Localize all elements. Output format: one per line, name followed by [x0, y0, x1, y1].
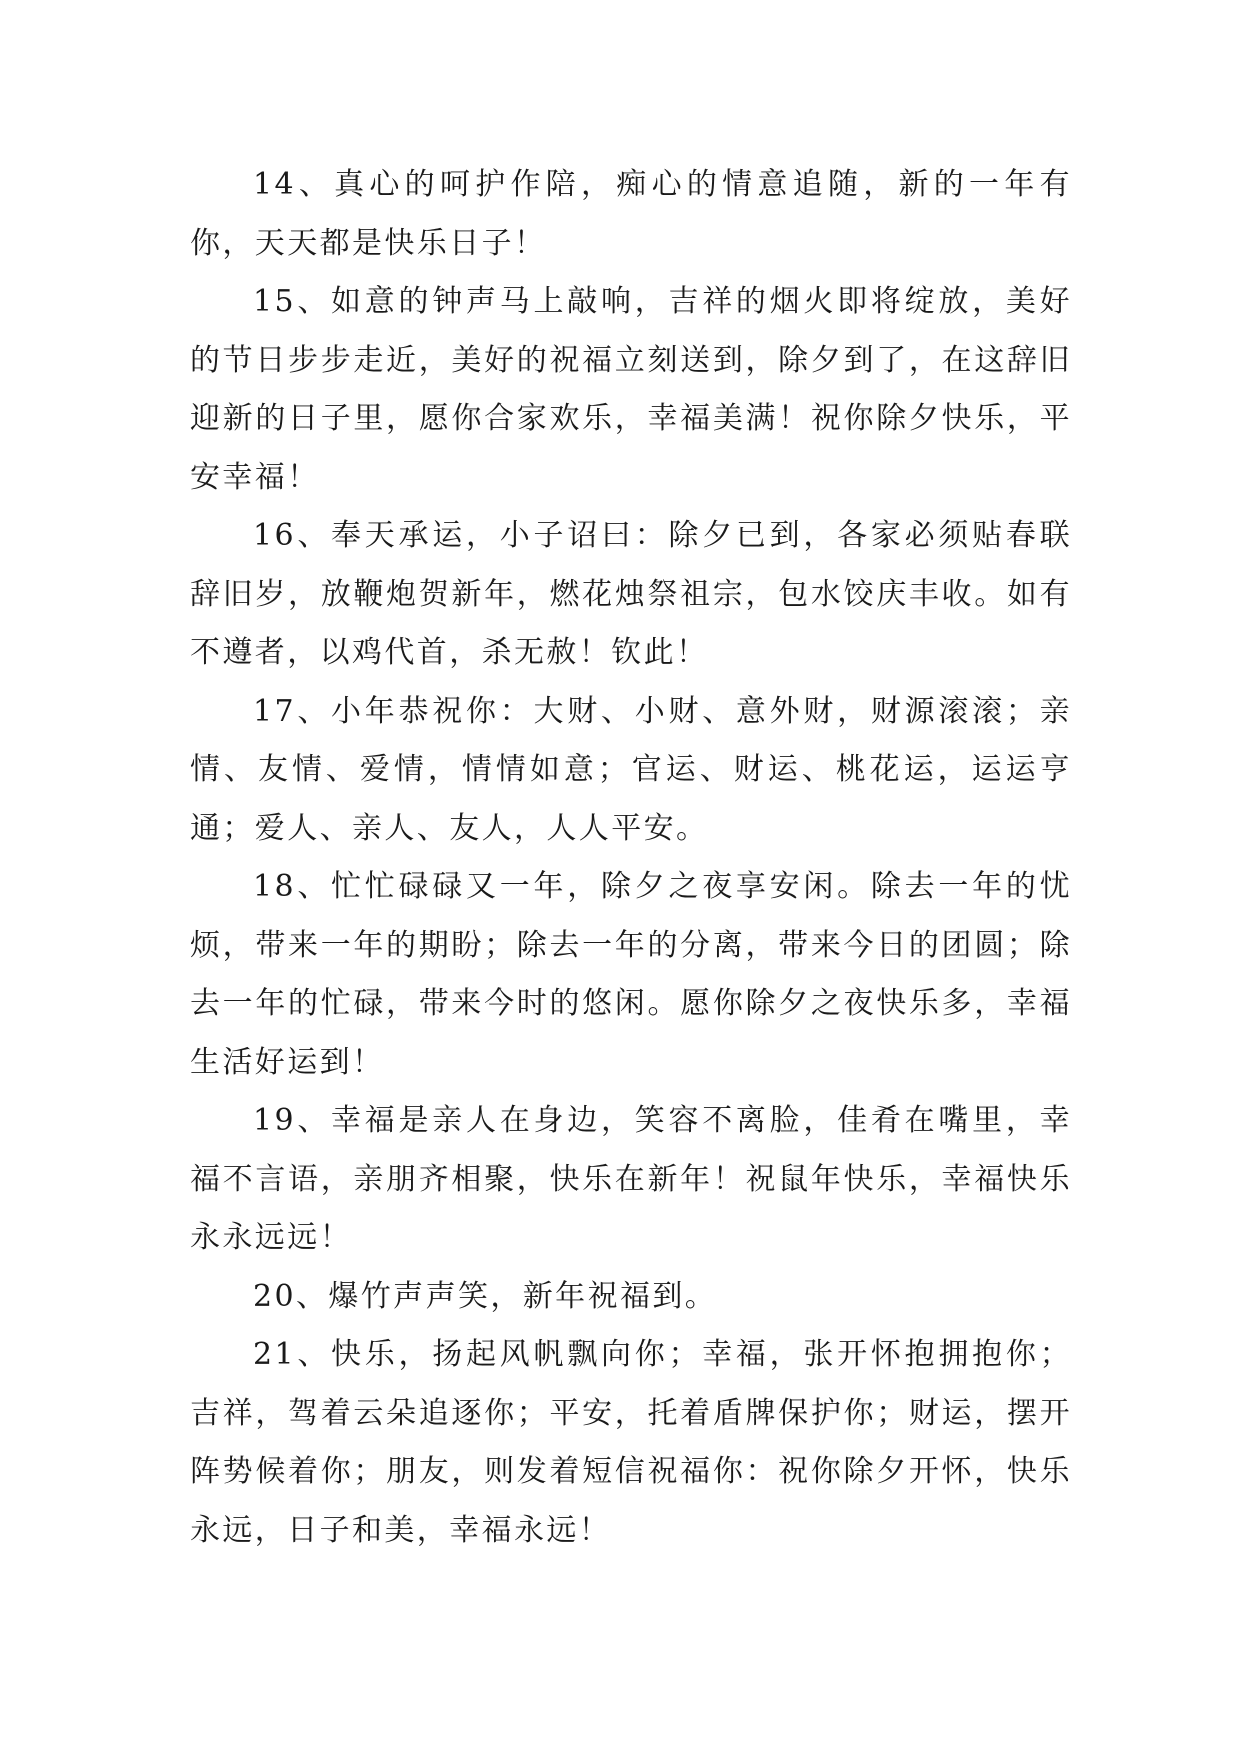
paragraph-20: 20、爆竹声声笑，新年祝福到。: [253, 1278, 718, 1314]
paragraph-16: 16、奉天承运，小子诏曰：除夕已到，各家必须贴春联辞旧岁，放鞭炮贺新年，燃花烛祭祖宗，包水饺庆丰收。如有不遵者，以鸡代首，杀无赦！钦此！: [190, 518, 1072, 670]
paragraph-21: 21、快乐，扬起风帆飘向你；幸福，张开怀抱拥抱你；吉祥，驾着云朵追逐你；平安，托着盾牌保护你；财运，摆开阵势候着你；朋友，则发着短信祝福你：祝你除夕开怀，快乐永远，日子和美，幸福永远！: [190, 1337, 1072, 1548]
document-body: [190, 156, 1072, 1560]
paragraph-14: 14、真心的呵护作陪，痴心的情意追随，新的一年有你，天天都是快乐日子！: [190, 167, 1072, 261]
paragraph-18: 18、忙忙碌碌又一年，除夕之夜享安闲。除去一年的忧烦，带来一年的期盼；除去一年的分离，带来今日的团圆；除去一年的忙碌，带来今时的悠闲。愿你除夕之夜快乐多，幸福生活好运到！: [190, 869, 1072, 1080]
paragraph-19: 19、幸福是亲人在身边，笑容不离脸，佳肴在嘴里，幸福不言语，亲朋齐相聚，快乐在新年！祝鼠年快乐，幸福快乐永永远远！: [190, 1103, 1072, 1255]
paragraph-15: 15、如意的钟声马上敲响，吉祥的烟火即将绽放，美好的节日步步走近，美好的祝福立刻送到，除夕到了，在这辞旧迎新的日子里，愿你合家欢乐，幸福美满！祝你除夕快乐，平安幸福！: [190, 284, 1072, 495]
paragraph-17: 17、小年恭祝你：大财、小财、意外财，财源滚滚；亲情、友情、爱情，情情如意；官运、财运、桃花运，运运亨通；爱人、亲人、友人，人人平安。: [190, 693, 1072, 846]
